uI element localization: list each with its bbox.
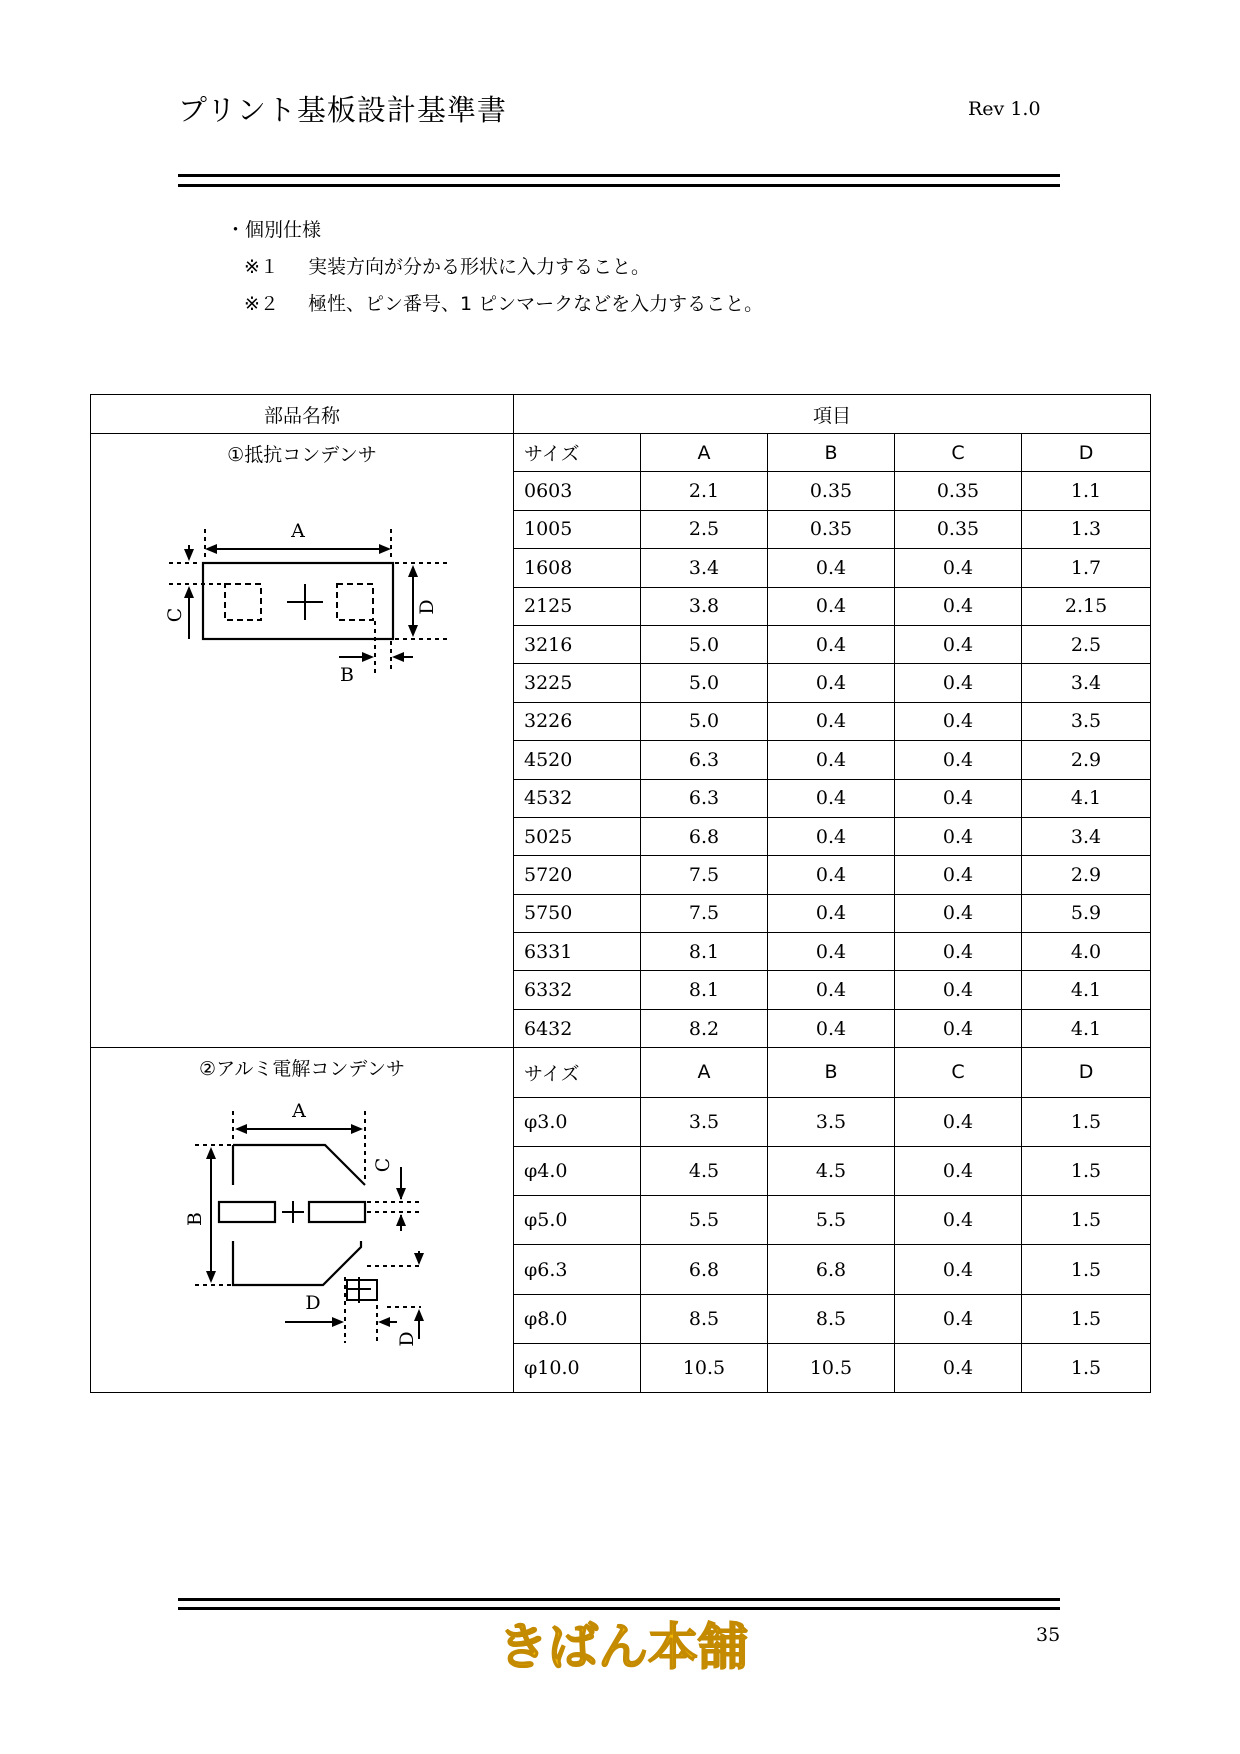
value-cell-d: 4.0: [1022, 933, 1151, 971]
page-number: 35: [1036, 1624, 1061, 1646]
header-items: 項目: [514, 395, 1151, 434]
value-cell-c: 0.4: [895, 625, 1022, 663]
value-cell-a: 3.5: [641, 1097, 768, 1146]
value-cell-a: 6.8: [641, 1245, 768, 1294]
size-cell: 3225: [514, 664, 641, 702]
size-cell: 3216: [514, 625, 641, 663]
dimension-label-a: A: [291, 520, 305, 542]
note-mark: ※１: [244, 256, 279, 278]
section-header-row: [91, 434, 1151, 472]
value-cell-a: 8.1: [641, 933, 768, 971]
value-cell-d: 1.5: [1022, 1344, 1151, 1393]
revision-label: Rev 1.0: [968, 98, 1041, 120]
value-cell-b: 6.8: [768, 1245, 895, 1294]
value-cell-d: 1.5: [1022, 1294, 1151, 1343]
part-cell: [91, 434, 514, 1048]
value-cell-b: 0.4: [768, 587, 895, 625]
size-cell: 1608: [514, 549, 641, 587]
value-cell-c: 0.4: [895, 1196, 1022, 1245]
value-cell-a: 6.3: [641, 741, 768, 779]
value-cell-b: 0.4: [768, 894, 895, 932]
value-cell-c: 0.4: [895, 817, 1022, 855]
part-name: ②アルミ電解コンデンサ: [199, 1058, 405, 1081]
spec-table: [90, 394, 1151, 1393]
value-cell-b: 8.5: [768, 1294, 895, 1343]
value-cell-c: 0.4: [895, 1146, 1022, 1195]
value-cell-c: 0.4: [895, 1245, 1022, 1294]
value-cell-b: 0.35: [768, 472, 895, 510]
value-cell-c: 0.4: [895, 741, 1022, 779]
value-cell-d: 3.5: [1022, 702, 1151, 740]
value-cell-b: 0.4: [768, 741, 895, 779]
value-cell-a: 10.5: [641, 1344, 768, 1393]
footer-rule-bottom: [178, 1607, 1060, 1610]
size-cell: φ6.3: [514, 1245, 641, 1294]
size-cell: 1005: [514, 510, 641, 548]
value-cell-b: 0.4: [768, 779, 895, 817]
section-header-row: [91, 1048, 1151, 1097]
note-text: 極性、ピン番号、1 ピンマークなどを入力すること。: [308, 293, 764, 315]
value-cell-a: 6.8: [641, 817, 768, 855]
size-cell: 4520: [514, 741, 641, 779]
column-header-d: D: [1022, 434, 1151, 472]
value-cell-b: 10.5: [768, 1344, 895, 1393]
value-cell-c: 0.35: [895, 510, 1022, 548]
column-header-c: C: [895, 434, 1022, 472]
header-rule-top: [178, 174, 1060, 177]
size-cell: 3226: [514, 702, 641, 740]
column-header-a: A: [641, 434, 768, 472]
value-cell-d: 1.7: [1022, 549, 1151, 587]
value-cell-c: 0.35: [895, 472, 1022, 510]
value-cell-d: 1.5: [1022, 1097, 1151, 1146]
value-cell-d: 2.9: [1022, 741, 1151, 779]
value-cell-d: 1.5: [1022, 1196, 1151, 1245]
value-cell-a: 8.2: [641, 1009, 768, 1047]
size-cell: φ5.0: [514, 1196, 641, 1245]
value-cell-c: 0.4: [895, 587, 1022, 625]
value-cell-a: 5.0: [641, 625, 768, 663]
part-name: ①抵抗コンデンサ: [227, 444, 377, 466]
value-cell-d: 4.1: [1022, 1009, 1151, 1047]
size-cell: φ8.0: [514, 1294, 641, 1343]
value-cell-c: 0.4: [895, 702, 1022, 740]
part-cell: [91, 1048, 514, 1393]
value-cell-b: 0.4: [768, 933, 895, 971]
value-cell-d: 1.5: [1022, 1146, 1151, 1195]
value-cell-c: 0.4: [895, 1097, 1022, 1146]
value-cell-b: 0.4: [768, 817, 895, 855]
value-cell-d: 1.1: [1022, 472, 1151, 510]
note-item: [226, 286, 763, 323]
value-cell-d: 3.4: [1022, 817, 1151, 855]
value-cell-c: 0.4: [895, 1294, 1022, 1343]
size-cell: 2125: [514, 587, 641, 625]
kiban-honpo-logo: [488, 1614, 758, 1678]
value-cell-d: 1.3: [1022, 510, 1151, 548]
note-mark: ※２: [244, 293, 279, 315]
value-cell-c: 0.4: [895, 856, 1022, 894]
column-header-size: サイズ: [514, 434, 641, 472]
dimension-label-d-vertical: D: [396, 1331, 418, 1347]
resistor-capacitor-footprint-diagram: [91, 467, 514, 697]
size-cell: 5720: [514, 856, 641, 894]
column-header-b: B: [768, 1048, 895, 1097]
dimension-label-a: A: [292, 1100, 306, 1123]
dimension-label-c: C: [164, 607, 186, 623]
value-cell-c: 0.4: [895, 779, 1022, 817]
value-cell-d: 4.1: [1022, 971, 1151, 1009]
footer-rule-top: [178, 1598, 1060, 1601]
dimension-label-b: B: [184, 1212, 206, 1227]
value-cell-b: 0.4: [768, 664, 895, 702]
value-cell-b: 0.4: [768, 1009, 895, 1047]
value-cell-a: 7.5: [641, 894, 768, 932]
column-header-b: B: [768, 434, 895, 472]
value-cell-b: 5.5: [768, 1196, 895, 1245]
header-part-name: 部品名称: [91, 395, 514, 434]
value-cell-a: 2.1: [641, 472, 768, 510]
notes-heading: ・個別仕様: [226, 219, 322, 241]
value-cell-b: 4.5: [768, 1146, 895, 1195]
header-rule-bottom: [178, 184, 1060, 187]
size-cell: 6332: [514, 971, 641, 1009]
value-cell-a: 8.5: [641, 1294, 768, 1343]
value-cell-b: 0.4: [768, 625, 895, 663]
logo-wordmark: きばん本舗: [498, 1618, 748, 1676]
column-header-c: C: [895, 1048, 1022, 1097]
value-cell-a: 7.5: [641, 856, 768, 894]
size-cell: 0603: [514, 472, 641, 510]
value-cell-a: 5.5: [641, 1196, 768, 1245]
size-cell: φ3.0: [514, 1097, 641, 1146]
spec-notes: [226, 212, 763, 323]
value-cell-d: 2.9: [1022, 856, 1151, 894]
value-cell-c: 0.4: [895, 664, 1022, 702]
value-cell-c: 0.4: [895, 971, 1022, 1009]
column-header-size: サイズ: [514, 1048, 641, 1097]
value-cell-a: 3.4: [641, 549, 768, 587]
value-cell-d: 5.9: [1022, 894, 1151, 932]
size-cell: 6432: [514, 1009, 641, 1047]
dimension-label-c: C: [372, 1157, 394, 1173]
value-cell-a: 5.0: [641, 702, 768, 740]
value-cell-b: 0.4: [768, 971, 895, 1009]
size-cell: φ4.0: [514, 1146, 641, 1195]
value-cell-a: 6.3: [641, 779, 768, 817]
note-text: 実装方向が分かる形状に入力すること。: [308, 256, 651, 278]
value-cell-a: 8.1: [641, 971, 768, 1009]
dimension-label-b: B: [340, 664, 354, 686]
value-cell-a: 2.5: [641, 510, 768, 548]
size-cell: 5025: [514, 817, 641, 855]
size-cell: 6331: [514, 933, 641, 971]
size-cell: φ10.0: [514, 1344, 641, 1393]
value-cell-d: 3.4: [1022, 664, 1151, 702]
value-cell-c: 0.4: [895, 549, 1022, 587]
document-title: プリント基板設計基準書: [178, 93, 507, 127]
value-cell-b: 0.35: [768, 510, 895, 548]
value-cell-b: 3.5: [768, 1097, 895, 1146]
value-cell-b: 0.4: [768, 702, 895, 740]
dimension-label-d: D: [416, 599, 438, 615]
value-cell-c: 0.4: [895, 1009, 1022, 1047]
value-cell-d: 2.5: [1022, 625, 1151, 663]
value-cell-a: 4.5: [641, 1146, 768, 1195]
column-header-a: A: [641, 1048, 768, 1097]
value-cell-d: 1.5: [1022, 1245, 1151, 1294]
value-cell-c: 0.4: [895, 1344, 1022, 1393]
size-cell: 4532: [514, 779, 641, 817]
value-cell-b: 0.4: [768, 549, 895, 587]
value-cell-b: 0.4: [768, 856, 895, 894]
note-item: [226, 249, 763, 286]
value-cell-c: 0.4: [895, 894, 1022, 932]
value-cell-a: 5.0: [641, 664, 768, 702]
value-cell-d: 2.15: [1022, 587, 1151, 625]
dimension-label-d: D: [305, 1292, 321, 1315]
size-cell: 5750: [514, 894, 641, 932]
column-header-d: D: [1022, 1048, 1151, 1097]
value-cell-a: 3.8: [641, 587, 768, 625]
aluminium-electrolytic-footprint-diagram: [91, 1081, 514, 1351]
value-cell-c: 0.4: [895, 933, 1022, 971]
value-cell-d: 4.1: [1022, 779, 1151, 817]
